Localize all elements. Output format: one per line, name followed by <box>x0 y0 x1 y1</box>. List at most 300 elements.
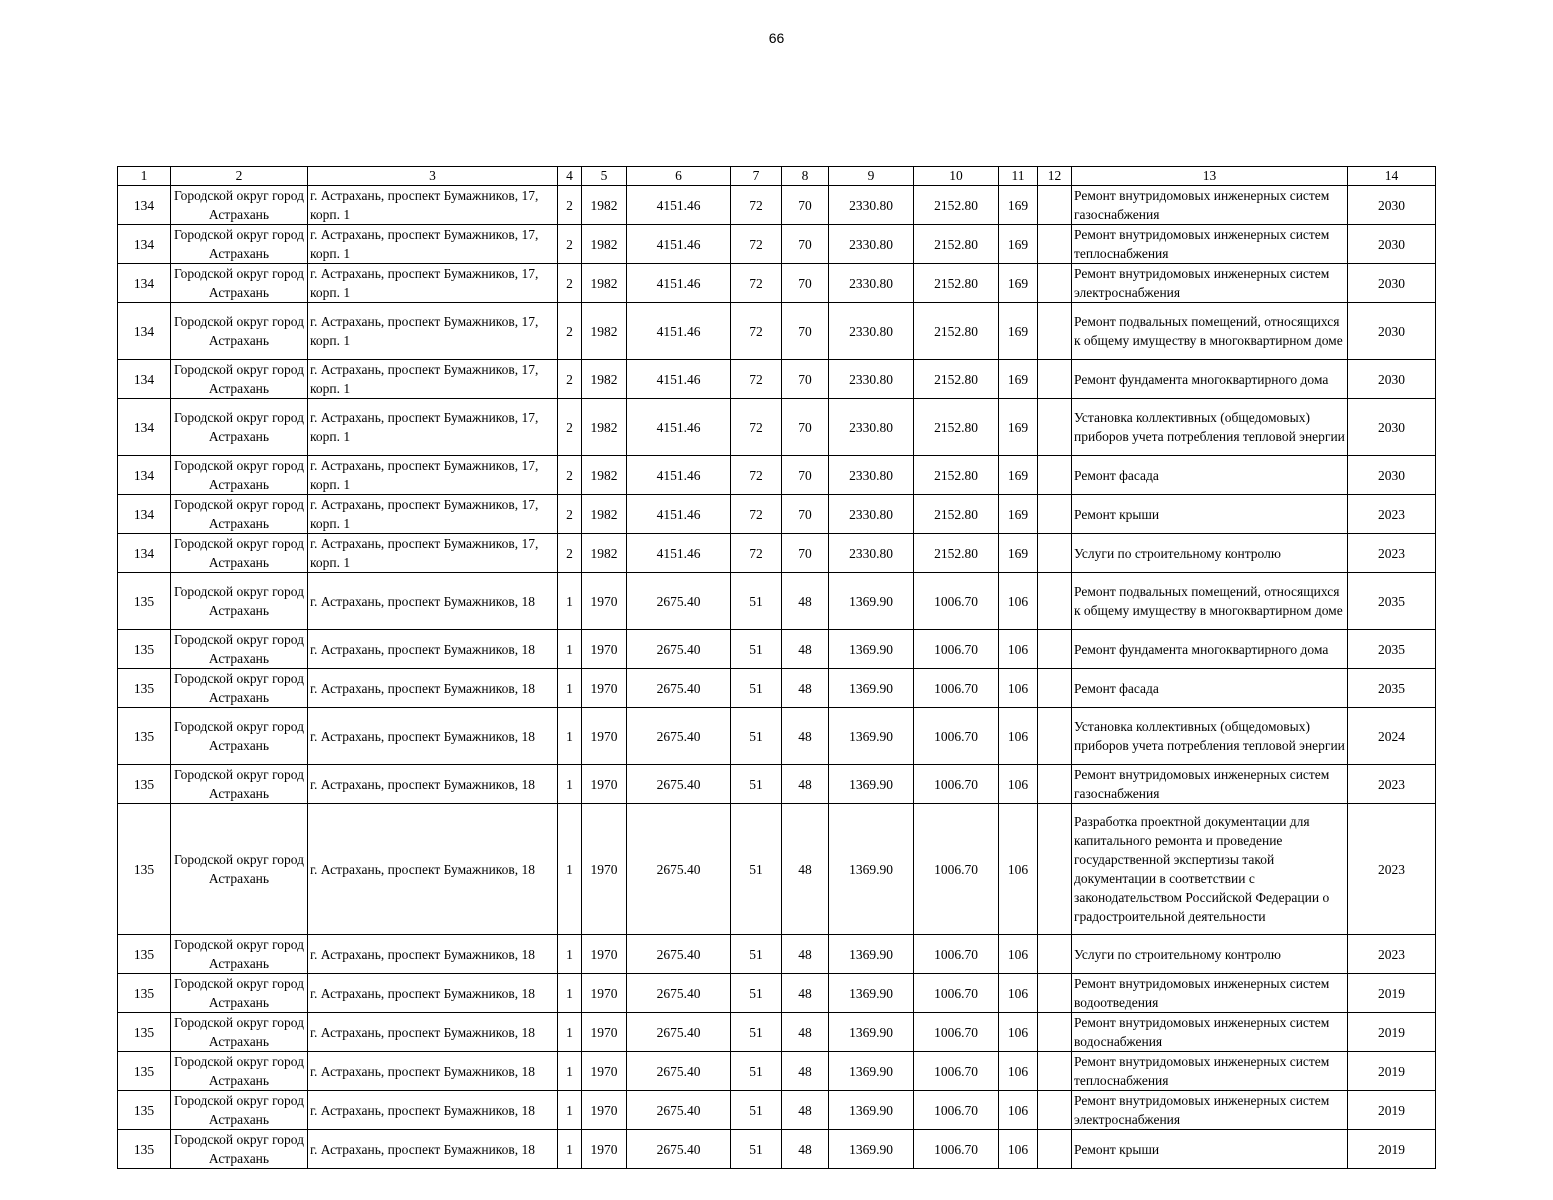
column-header-12: 12 <box>1038 167 1072 186</box>
col-8-cell: 48 <box>782 1013 829 1052</box>
municipality-cell: Городской округ город Астрахань <box>171 1130 308 1169</box>
total-area-cell: 4151.46 <box>627 456 731 495</box>
work-type-cell: Установка коллективных (общедомовых) приборов учета потребления тепловой энергии <box>1072 399 1348 456</box>
col-7-cell: 51 <box>731 1052 782 1091</box>
col-9-cell: 2330.80 <box>829 186 914 225</box>
address-cell: г. Астрахань, проспект Бумажников, 18 <box>308 935 558 974</box>
col-8-cell: 70 <box>782 225 829 264</box>
municipality-cell: Городской округ город Астрахань <box>171 399 308 456</box>
row-number: 135 <box>118 765 171 804</box>
header-row <box>118 167 1436 186</box>
col-9-cell: 1369.90 <box>829 804 914 935</box>
planned-year-cell: 2030 <box>1348 399 1436 456</box>
col-12-cell <box>1038 186 1072 225</box>
planned-year-cell: 2023 <box>1348 495 1436 534</box>
col-9-cell: 2330.80 <box>829 534 914 573</box>
col-10-cell: 2152.80 <box>914 399 999 456</box>
col-9-cell: 1369.90 <box>829 974 914 1013</box>
planned-year-cell: 2030 <box>1348 186 1436 225</box>
planned-year-cell: 2030 <box>1348 456 1436 495</box>
address-cell: г. Астрахань, проспект Бумажников, 17, корп. 1 <box>308 534 558 573</box>
col-10-cell: 2152.80 <box>914 225 999 264</box>
year-built-cell: 1970 <box>582 935 627 974</box>
col-4-cell: 2 <box>558 225 582 264</box>
capital-repair-table <box>117 166 1436 1169</box>
work-type-cell: Услуги по строительному контролю <box>1072 935 1348 974</box>
col-11-cell: 106 <box>999 1091 1038 1130</box>
col-9-cell: 1369.90 <box>829 1091 914 1130</box>
row-number: 134 <box>118 264 171 303</box>
col-4-cell: 2 <box>558 264 582 303</box>
col-7-cell: 72 <box>731 360 782 399</box>
column-header-6: 6 <box>627 167 731 186</box>
row-number: 134 <box>118 303 171 360</box>
table-row <box>118 303 1436 360</box>
col-4-cell: 1 <box>558 804 582 935</box>
col-11-cell: 169 <box>999 495 1038 534</box>
row-number: 135 <box>118 804 171 935</box>
year-built-cell: 1970 <box>582 974 627 1013</box>
col-7-cell: 51 <box>731 630 782 669</box>
total-area-cell: 4151.46 <box>627 399 731 456</box>
address-cell: г. Астрахань, проспект Бумажников, 17, корп. 1 <box>308 225 558 264</box>
planned-year-cell: 2019 <box>1348 1130 1436 1169</box>
municipality-cell: Городской округ город Астрахань <box>171 456 308 495</box>
column-header-14: 14 <box>1348 167 1436 186</box>
work-type-cell: Ремонт внутридомовых инженерных систем водоснабжения <box>1072 1013 1348 1052</box>
column-header-1: 1 <box>118 167 171 186</box>
year-built-cell: 1970 <box>582 1013 627 1052</box>
row-number: 134 <box>118 399 171 456</box>
year-built-cell: 1982 <box>582 264 627 303</box>
address-cell: г. Астрахань, проспект Бумажников, 18 <box>308 1091 558 1130</box>
col-12-cell <box>1038 1013 1072 1052</box>
total-area-cell: 4151.46 <box>627 225 731 264</box>
total-area-cell: 2675.40 <box>627 1052 731 1091</box>
work-type-cell: Ремонт подвальных помещений, относящихся к общему имуществу в многоквартирном доме <box>1072 573 1348 630</box>
table-row <box>118 225 1436 264</box>
col-8-cell: 70 <box>782 264 829 303</box>
col-10-cell: 1006.70 <box>914 974 999 1013</box>
planned-year-cell: 2035 <box>1348 573 1436 630</box>
col-9-cell: 1369.90 <box>829 669 914 708</box>
col-12-cell <box>1038 360 1072 399</box>
col-8-cell: 48 <box>782 1130 829 1169</box>
col-11-cell: 169 <box>999 534 1038 573</box>
municipality-cell: Городской округ город Астрахань <box>171 1013 308 1052</box>
col-10-cell: 1006.70 <box>914 708 999 765</box>
municipality-cell: Городской округ город Астрахань <box>171 303 308 360</box>
col-7-cell: 51 <box>731 573 782 630</box>
col-8-cell: 48 <box>782 1052 829 1091</box>
year-built-cell: 1970 <box>582 669 627 708</box>
col-4-cell: 1 <box>558 669 582 708</box>
col-10-cell: 2152.80 <box>914 186 999 225</box>
year-built-cell: 1982 <box>582 225 627 264</box>
col-9-cell: 1369.90 <box>829 630 914 669</box>
col-9-cell: 2330.80 <box>829 264 914 303</box>
col-7-cell: 51 <box>731 1013 782 1052</box>
work-type-cell: Ремонт внутридомовых инженерных систем теплоснабжения <box>1072 1052 1348 1091</box>
col-4-cell: 2 <box>558 360 582 399</box>
work-type-cell: Ремонт фундамента многоквартирного дома <box>1072 360 1348 399</box>
col-4-cell: 1 <box>558 1091 582 1130</box>
column-header-7: 7 <box>731 167 782 186</box>
col-7-cell: 72 <box>731 495 782 534</box>
col-12-cell <box>1038 456 1072 495</box>
col-4-cell: 1 <box>558 1013 582 1052</box>
planned-year-cell: 2030 <box>1348 303 1436 360</box>
table-row <box>118 186 1436 225</box>
work-type-cell: Установка коллективных (общедомовых) приборов учета потребления тепловой энергии <box>1072 708 1348 765</box>
col-8-cell: 70 <box>782 399 829 456</box>
row-number: 135 <box>118 630 171 669</box>
col-10-cell: 1006.70 <box>914 1013 999 1052</box>
col-7-cell: 51 <box>731 935 782 974</box>
col-11-cell: 169 <box>999 360 1038 399</box>
col-8-cell: 48 <box>782 573 829 630</box>
table-row <box>118 708 1436 765</box>
col-7-cell: 51 <box>731 765 782 804</box>
table-row <box>118 264 1436 303</box>
work-type-cell: Ремонт внутридомовых инженерных систем электроснабжения <box>1072 264 1348 303</box>
work-type-cell: Ремонт внутридомовых инженерных систем газоснабжения <box>1072 186 1348 225</box>
col-11-cell: 106 <box>999 573 1038 630</box>
col-11-cell: 106 <box>999 708 1038 765</box>
municipality-cell: Городской округ город Астрахань <box>171 630 308 669</box>
col-7-cell: 72 <box>731 225 782 264</box>
address-cell: г. Астрахань, проспект Бумажников, 18 <box>308 804 558 935</box>
address-cell: г. Астрахань, проспект Бумажников, 17, корп. 1 <box>308 303 558 360</box>
col-11-cell: 106 <box>999 1013 1038 1052</box>
municipality-cell: Городской округ город Астрахань <box>171 186 308 225</box>
total-area-cell: 4151.46 <box>627 264 731 303</box>
row-number: 135 <box>118 935 171 974</box>
col-4-cell: 1 <box>558 1130 582 1169</box>
table-row <box>118 935 1436 974</box>
planned-year-cell: 2023 <box>1348 534 1436 573</box>
col-12-cell <box>1038 1091 1072 1130</box>
row-number: 134 <box>118 495 171 534</box>
municipality-cell: Городской округ город Астрахань <box>171 708 308 765</box>
municipality-cell: Городской округ город Астрахань <box>171 765 308 804</box>
table-row <box>118 669 1436 708</box>
col-11-cell: 106 <box>999 669 1038 708</box>
table-row <box>118 1130 1436 1169</box>
col-8-cell: 48 <box>782 708 829 765</box>
municipality-cell: Городской округ город Астрахань <box>171 974 308 1013</box>
address-cell: г. Астрахань, проспект Бумажников, 18 <box>308 708 558 765</box>
year-built-cell: 1982 <box>582 534 627 573</box>
work-type-cell: Услуги по строительному контролю <box>1072 534 1348 573</box>
table-body <box>118 186 1436 1169</box>
total-area-cell: 2675.40 <box>627 708 731 765</box>
row-number: 134 <box>118 186 171 225</box>
col-9-cell: 2330.80 <box>829 303 914 360</box>
col-12-cell <box>1038 573 1072 630</box>
planned-year-cell: 2023 <box>1348 804 1436 935</box>
municipality-cell: Городской округ город Астрахань <box>171 935 308 974</box>
row-number: 135 <box>118 1013 171 1052</box>
col-4-cell: 1 <box>558 1052 582 1091</box>
planned-year-cell: 2024 <box>1348 708 1436 765</box>
col-8-cell: 48 <box>782 974 829 1013</box>
total-area-cell: 4151.46 <box>627 360 731 399</box>
column-header-2: 2 <box>171 167 308 186</box>
col-10-cell: 1006.70 <box>914 573 999 630</box>
col-10-cell: 2152.80 <box>914 456 999 495</box>
col-8-cell: 48 <box>782 804 829 935</box>
col-11-cell: 106 <box>999 935 1038 974</box>
col-9-cell: 1369.90 <box>829 1130 914 1169</box>
total-area-cell: 2675.40 <box>627 1130 731 1169</box>
total-area-cell: 2675.40 <box>627 974 731 1013</box>
address-cell: г. Астрахань, проспект Бумажников, 18 <box>308 1013 558 1052</box>
col-10-cell: 1006.70 <box>914 804 999 935</box>
table-row <box>118 495 1436 534</box>
municipality-cell: Городской округ город Астрахань <box>171 225 308 264</box>
col-8-cell: 48 <box>782 935 829 974</box>
row-number: 134 <box>118 534 171 573</box>
address-cell: г. Астрахань, проспект Бумажников, 18 <box>308 974 558 1013</box>
col-9-cell: 2330.80 <box>829 360 914 399</box>
col-9-cell: 1369.90 <box>829 1052 914 1091</box>
table-row <box>118 1091 1436 1130</box>
col-8-cell: 70 <box>782 303 829 360</box>
planned-year-cell: 2019 <box>1348 1091 1436 1130</box>
row-number: 135 <box>118 708 171 765</box>
col-8-cell: 48 <box>782 1091 829 1130</box>
col-4-cell: 2 <box>558 456 582 495</box>
planned-year-cell: 2019 <box>1348 1052 1436 1091</box>
work-type-cell: Разработка проектной документации для капитального ремонта и проведение государственной экспертизы такой документации в соответствии с законодательством Российской Федерации о градостроительной деятельности <box>1072 804 1348 935</box>
column-header-4: 4 <box>558 167 582 186</box>
col-12-cell <box>1038 630 1072 669</box>
col-12-cell <box>1038 804 1072 935</box>
col-8-cell: 70 <box>782 495 829 534</box>
address-cell: г. Астрахань, проспект Бумажников, 18 <box>308 765 558 804</box>
col-12-cell <box>1038 534 1072 573</box>
col-11-cell: 106 <box>999 1130 1038 1169</box>
col-10-cell: 2152.80 <box>914 360 999 399</box>
col-10-cell: 1006.70 <box>914 669 999 708</box>
table-row <box>118 630 1436 669</box>
row-number: 134 <box>118 225 171 264</box>
planned-year-cell: 2030 <box>1348 264 1436 303</box>
page-number: 66 <box>768 30 785 46</box>
col-12-cell <box>1038 495 1072 534</box>
col-8-cell: 70 <box>782 534 829 573</box>
work-type-cell: Ремонт внутридомовых инженерных систем газоснабжения <box>1072 765 1348 804</box>
col-12-cell <box>1038 1052 1072 1091</box>
planned-year-cell: 2030 <box>1348 225 1436 264</box>
work-type-cell: Ремонт внутридомовых инженерных систем водоотведения <box>1072 974 1348 1013</box>
col-8-cell: 70 <box>782 456 829 495</box>
col-12-cell <box>1038 225 1072 264</box>
municipality-cell: Городской округ город Астрахань <box>171 669 308 708</box>
col-9-cell: 1369.90 <box>829 935 914 974</box>
col-4-cell: 2 <box>558 303 582 360</box>
col-12-cell <box>1038 765 1072 804</box>
col-4-cell: 1 <box>558 630 582 669</box>
col-10-cell: 1006.70 <box>914 1130 999 1169</box>
table-row <box>118 765 1436 804</box>
col-9-cell: 1369.90 <box>829 1013 914 1052</box>
col-4-cell: 2 <box>558 495 582 534</box>
planned-year-cell: 2035 <box>1348 630 1436 669</box>
col-7-cell: 51 <box>731 804 782 935</box>
total-area-cell: 2675.40 <box>627 669 731 708</box>
column-header-8: 8 <box>782 167 829 186</box>
municipality-cell: Городской округ город Астрахань <box>171 264 308 303</box>
table-row <box>118 804 1436 935</box>
col-10-cell: 1006.70 <box>914 765 999 804</box>
year-built-cell: 1970 <box>582 708 627 765</box>
col-11-cell: 106 <box>999 974 1038 1013</box>
municipality-cell: Городской округ город Астрахань <box>171 1052 308 1091</box>
work-type-cell: Ремонт внутридомовых инженерных систем электроснабжения <box>1072 1091 1348 1130</box>
table-row <box>118 974 1436 1013</box>
col-11-cell: 106 <box>999 1052 1038 1091</box>
address-cell: г. Астрахань, проспект Бумажников, 17, корп. 1 <box>308 456 558 495</box>
col-9-cell: 1369.90 <box>829 573 914 630</box>
col-4-cell: 1 <box>558 765 582 804</box>
col-12-cell <box>1038 303 1072 360</box>
work-type-cell: Ремонт фасада <box>1072 669 1348 708</box>
year-built-cell: 1982 <box>582 303 627 360</box>
col-11-cell: 169 <box>999 225 1038 264</box>
col-7-cell: 51 <box>731 669 782 708</box>
col-7-cell: 51 <box>731 708 782 765</box>
work-type-cell: Ремонт крыши <box>1072 1130 1348 1169</box>
column-header-3: 3 <box>308 167 558 186</box>
col-7-cell: 51 <box>731 1130 782 1169</box>
work-type-cell: Ремонт подвальных помещений, относящихся к общему имуществу в многоквартирном доме <box>1072 303 1348 360</box>
address-cell: г. Астрахань, проспект Бумажников, 18 <box>308 1052 558 1091</box>
year-built-cell: 1970 <box>582 1052 627 1091</box>
col-4-cell: 2 <box>558 534 582 573</box>
row-number: 135 <box>118 669 171 708</box>
col-9-cell: 2330.80 <box>829 495 914 534</box>
col-10-cell: 1006.70 <box>914 630 999 669</box>
col-7-cell: 72 <box>731 456 782 495</box>
address-cell: г. Астрахань, проспект Бумажников, 18 <box>308 1130 558 1169</box>
year-built-cell: 1970 <box>582 1130 627 1169</box>
col-4-cell: 2 <box>558 399 582 456</box>
col-4-cell: 1 <box>558 573 582 630</box>
address-cell: г. Астрахань, проспект Бумажников, 18 <box>308 669 558 708</box>
total-area-cell: 2675.40 <box>627 1091 731 1130</box>
work-type-cell: Ремонт крыши <box>1072 495 1348 534</box>
municipality-cell: Городской округ город Астрахань <box>171 534 308 573</box>
col-9-cell: 2330.80 <box>829 399 914 456</box>
col-11-cell: 169 <box>999 303 1038 360</box>
row-number: 135 <box>118 1130 171 1169</box>
col-7-cell: 72 <box>731 399 782 456</box>
row-number: 134 <box>118 360 171 399</box>
planned-year-cell: 2023 <box>1348 765 1436 804</box>
col-12-cell <box>1038 399 1072 456</box>
col-7-cell: 72 <box>731 534 782 573</box>
planned-year-cell: 2035 <box>1348 669 1436 708</box>
col-7-cell: 51 <box>731 974 782 1013</box>
year-built-cell: 1982 <box>582 186 627 225</box>
col-8-cell: 70 <box>782 186 829 225</box>
total-area-cell: 4151.46 <box>627 186 731 225</box>
col-8-cell: 70 <box>782 360 829 399</box>
address-cell: г. Астрахань, проспект Бумажников, 17, корп. 1 <box>308 360 558 399</box>
planned-year-cell: 2019 <box>1348 974 1436 1013</box>
year-built-cell: 1982 <box>582 495 627 534</box>
municipality-cell: Городской округ город Астрахань <box>171 495 308 534</box>
table-row <box>118 399 1436 456</box>
year-built-cell: 1982 <box>582 456 627 495</box>
year-built-cell: 1970 <box>582 630 627 669</box>
col-10-cell: 1006.70 <box>914 1052 999 1091</box>
col-12-cell <box>1038 708 1072 765</box>
col-9-cell: 1369.90 <box>829 708 914 765</box>
col-11-cell: 106 <box>999 765 1038 804</box>
municipality-cell: Городской округ город Астрахань <box>171 360 308 399</box>
col-10-cell: 1006.70 <box>914 935 999 974</box>
col-11-cell: 169 <box>999 399 1038 456</box>
col-7-cell: 72 <box>731 303 782 360</box>
total-area-cell: 2675.40 <box>627 630 731 669</box>
col-8-cell: 48 <box>782 765 829 804</box>
row-number: 135 <box>118 1052 171 1091</box>
table-row <box>118 573 1436 630</box>
total-area-cell: 4151.46 <box>627 534 731 573</box>
col-11-cell: 106 <box>999 804 1038 935</box>
col-11-cell: 169 <box>999 186 1038 225</box>
col-11-cell: 106 <box>999 630 1038 669</box>
total-area-cell: 2675.40 <box>627 765 731 804</box>
column-header-13: 13 <box>1072 167 1348 186</box>
col-9-cell: 2330.80 <box>829 456 914 495</box>
col-4-cell: 1 <box>558 935 582 974</box>
year-built-cell: 1970 <box>582 573 627 630</box>
planned-year-cell: 2030 <box>1348 360 1436 399</box>
address-cell: г. Астрахань, проспект Бумажников, 18 <box>308 630 558 669</box>
work-type-cell: Ремонт фасада <box>1072 456 1348 495</box>
year-built-cell: 1982 <box>582 360 627 399</box>
col-7-cell: 72 <box>731 264 782 303</box>
column-header-5: 5 <box>582 167 627 186</box>
table-row <box>118 534 1436 573</box>
column-header-11: 11 <box>999 167 1038 186</box>
col-4-cell: 2 <box>558 186 582 225</box>
row-number: 134 <box>118 456 171 495</box>
municipality-cell: Городской округ город Астрахань <box>171 1091 308 1130</box>
col-9-cell: 1369.90 <box>829 765 914 804</box>
col-9-cell: 2330.80 <box>829 225 914 264</box>
table-row <box>118 360 1436 399</box>
col-12-cell <box>1038 669 1072 708</box>
col-12-cell <box>1038 935 1072 974</box>
col-12-cell <box>1038 264 1072 303</box>
col-4-cell: 1 <box>558 974 582 1013</box>
total-area-cell: 2675.40 <box>627 573 731 630</box>
year-built-cell: 1970 <box>582 765 627 804</box>
table-row <box>118 456 1436 495</box>
municipality-cell: Городской округ город Астрахань <box>171 573 308 630</box>
col-10-cell: 2152.80 <box>914 303 999 360</box>
col-12-cell <box>1038 1130 1072 1169</box>
municipality-cell: Городской округ город Астрахань <box>171 804 308 935</box>
total-area-cell: 2675.40 <box>627 1013 731 1052</box>
address-cell: г. Астрахань, проспект Бумажников, 17, корп. 1 <box>308 264 558 303</box>
col-10-cell: 2152.80 <box>914 534 999 573</box>
